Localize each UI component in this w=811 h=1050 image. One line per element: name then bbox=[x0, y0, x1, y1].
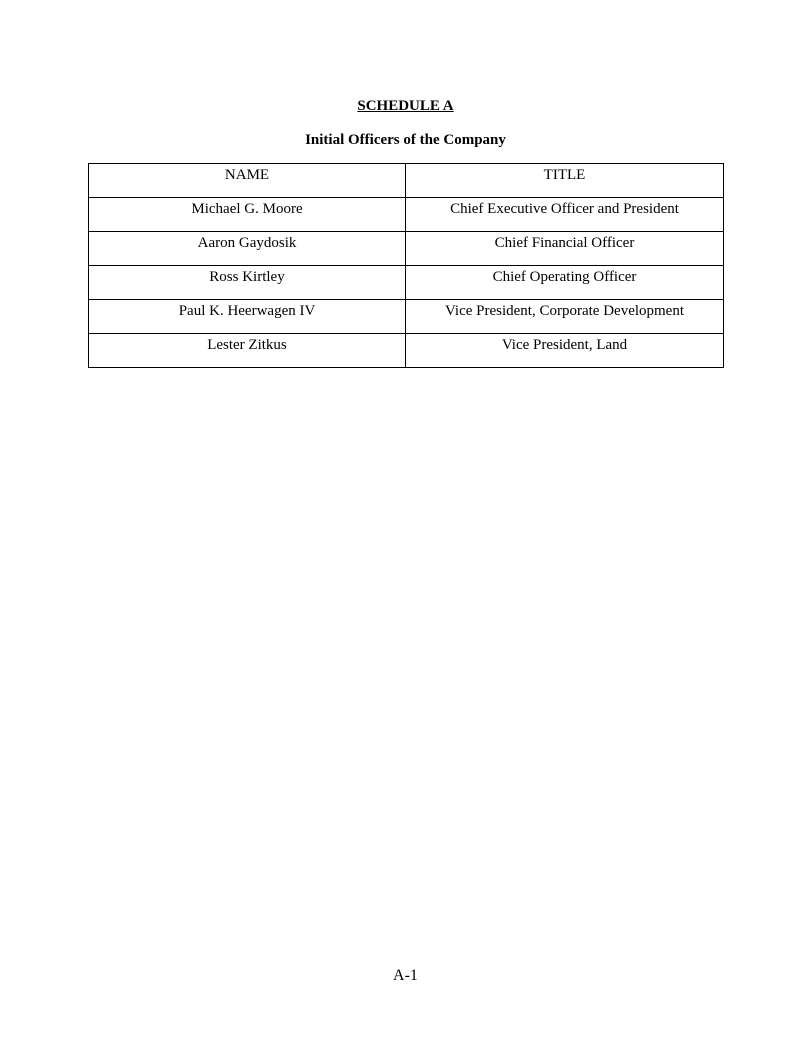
officer-name-cell bbox=[89, 300, 406, 334]
officer-name: Michael G. Moore bbox=[191, 201, 303, 217]
column-header-title-label: TITLE bbox=[543, 167, 586, 183]
officer-name: Lester Zitkus bbox=[207, 337, 287, 353]
officer-title: Chief Financial Officer bbox=[494, 235, 635, 251]
officer-name-cell bbox=[89, 334, 406, 368]
officer-title-cell bbox=[406, 266, 724, 300]
schedule-heading: SCHEDULE A bbox=[357, 98, 454, 114]
officer-name: Aaron Gaydosik bbox=[197, 235, 297, 251]
officer-title-cell bbox=[406, 232, 724, 266]
table-row bbox=[89, 334, 724, 368]
table-row bbox=[89, 232, 724, 266]
officers-table bbox=[88, 163, 724, 368]
officer-name-cell bbox=[89, 232, 406, 266]
column-header-name bbox=[89, 164, 406, 198]
officer-name: Paul K. Heerwagen IV bbox=[178, 303, 316, 319]
officer-name-cell bbox=[89, 266, 406, 300]
officer-title-cell bbox=[406, 334, 724, 368]
table-header-row bbox=[89, 164, 724, 198]
column-header-name-label: NAME bbox=[224, 167, 270, 183]
table-row bbox=[89, 198, 724, 232]
schedule-subheading: Initial Officers of the Company bbox=[305, 132, 506, 148]
officer-name: Ross Kirtley bbox=[209, 269, 285, 285]
table-row bbox=[89, 300, 724, 334]
officer-title-cell bbox=[406, 300, 724, 334]
table-row bbox=[89, 266, 724, 300]
officer-title: Chief Executive Officer and President bbox=[450, 201, 679, 217]
officer-title: Vice President, Corporate Development bbox=[444, 303, 685, 319]
officer-title: Vice President, Land bbox=[501, 337, 628, 353]
column-header-title bbox=[406, 164, 724, 198]
page-number: A-1 bbox=[393, 967, 418, 984]
officer-title: Chief Operating Officer bbox=[492, 269, 637, 285]
officer-name-cell bbox=[89, 198, 406, 232]
officer-title-cell bbox=[406, 198, 724, 232]
